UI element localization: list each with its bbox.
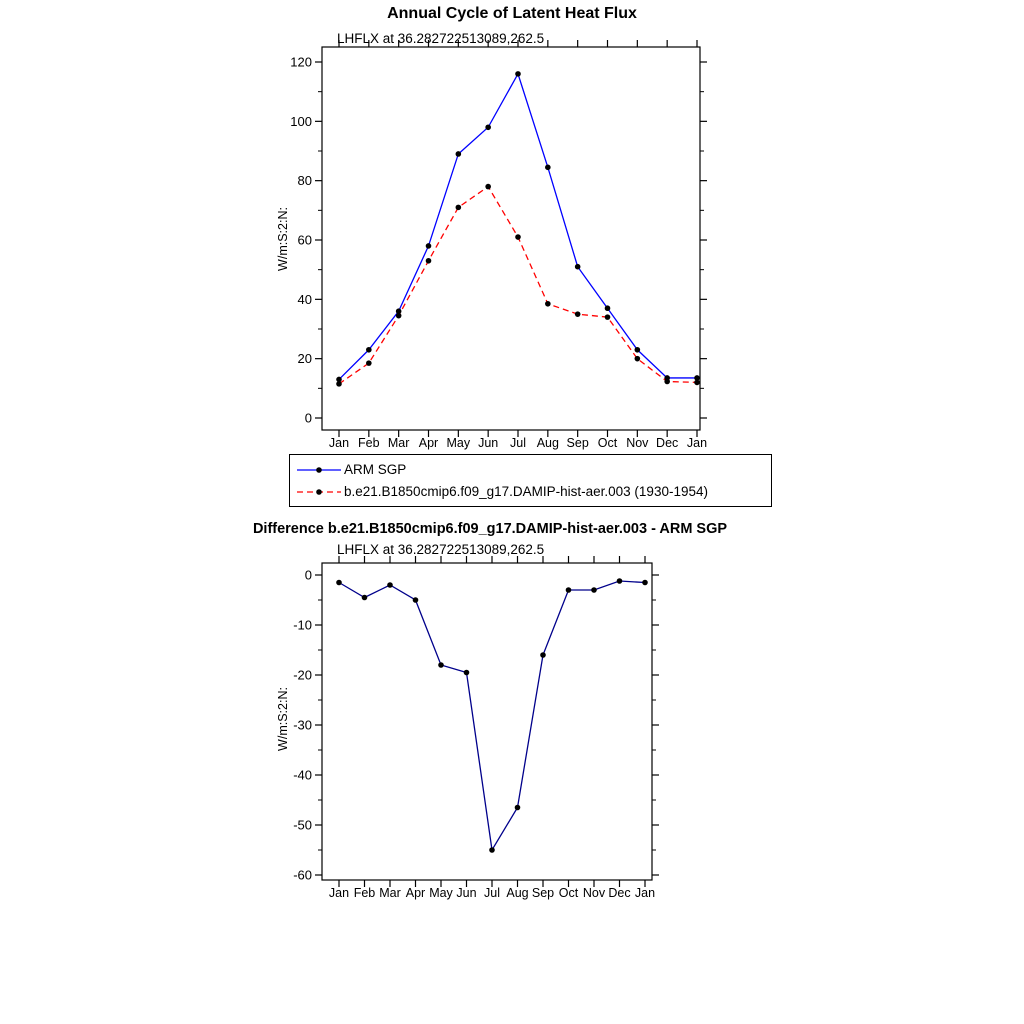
top-chart-title: Annual Cycle of Latent Heat Flux (387, 5, 637, 22)
data-point-marker (664, 379, 670, 385)
x-tick-label: Sep (566, 436, 589, 450)
x-tick-label: Oct (558, 886, 579, 900)
data-point-marker (396, 313, 402, 319)
data-point-marker (605, 314, 611, 320)
data-point-marker (642, 580, 648, 586)
data-point-marker (515, 805, 521, 811)
data-point-marker (336, 580, 342, 586)
data-point-marker (540, 652, 546, 658)
y-tick-label: -30 (293, 717, 312, 733)
x-tick-label: Feb (353, 886, 376, 900)
plot-frame (322, 47, 700, 430)
series-line-0 (339, 581, 645, 850)
y-tick-label: 80 (297, 173, 312, 189)
data-point-marker (366, 347, 372, 353)
data-point-marker (635, 356, 641, 362)
data-point-marker (426, 258, 432, 264)
x-tick-label: Feb (358, 436, 380, 450)
x-tick-label: May (446, 436, 471, 450)
x-tick-label: Jan (634, 886, 656, 900)
x-tick-label: Apr (418, 436, 439, 450)
x-tick-label: Jan (328, 886, 350, 900)
x-tick-label: Dec (608, 886, 631, 900)
legend-sample-dashed-line (296, 485, 342, 499)
legend-sample-solid-line (296, 463, 342, 477)
y-tick-label: 0 (304, 410, 312, 426)
data-point-marker (545, 165, 551, 171)
data-point-marker (566, 587, 572, 593)
bottom-chart-y-axis-label: W/m:S:2:N: (276, 687, 290, 751)
x-tick-label: Jul (484, 886, 500, 900)
data-point-marker (362, 595, 368, 601)
legend-item-model (296, 481, 765, 502)
x-tick-label: Mar (387, 436, 410, 450)
y-tick-label: -40 (293, 767, 312, 783)
data-point-marker (485, 124, 491, 130)
y-tick-label: 0 (304, 567, 312, 583)
y-tick-label: -50 (293, 817, 312, 833)
x-tick-label: Mar (379, 886, 401, 900)
y-tick-label: 60 (297, 232, 312, 248)
bottom-chart-title: Difference b.e21.B1850cmip6.f09_g17.DAMIP-hist-aer.003 - ARM SGP (252, 521, 728, 537)
x-tick-label: Dec (656, 436, 679, 450)
x-tick-label: May (429, 886, 453, 900)
x-tick-label: Aug (506, 886, 529, 900)
data-point-marker (515, 71, 521, 77)
x-tick-label: Apr (405, 886, 426, 900)
y-tick-label: 20 (297, 351, 312, 367)
y-tick-label: 40 (297, 291, 312, 307)
data-point-marker (464, 670, 470, 676)
data-point-marker (635, 347, 641, 353)
x-tick-label: Jun (478, 436, 499, 450)
data-point-marker (456, 151, 462, 157)
x-tick-label: Jan (686, 436, 708, 450)
bottom-chart-subtitle: LHFLX at 36.282722513089,262.5 (337, 542, 545, 557)
data-point-marker (336, 381, 342, 387)
data-point-marker (366, 360, 372, 366)
data-point-marker (694, 380, 700, 386)
legend-label-model: b.e21.B1850cmip6.f09_g17.DAMIP-hist-aer.003 (1930-1954) (344, 484, 708, 499)
y-tick-label: -20 (293, 667, 312, 683)
data-point-marker (456, 205, 462, 211)
data-point-marker (413, 597, 419, 603)
x-tick-label: Jan (328, 436, 350, 450)
data-point-marker (438, 662, 444, 668)
legend-label-obs: ARM SGP (344, 462, 407, 477)
plot-frame (322, 563, 652, 880)
y-tick-label: -10 (293, 617, 312, 633)
data-point-marker (575, 311, 581, 317)
series-line-0 (339, 74, 697, 380)
y-tick-label: 120 (290, 54, 312, 70)
x-tick-label: Aug (536, 436, 559, 450)
x-tick-label: Sep (531, 886, 555, 900)
data-point-marker (605, 305, 611, 311)
data-point-marker (591, 587, 597, 593)
legend-box (289, 454, 772, 507)
series-line-1 (339, 187, 697, 384)
x-tick-label: Nov (582, 886, 606, 900)
data-point-marker (515, 234, 521, 240)
data-point-marker (575, 264, 581, 270)
y-tick-label: 100 (290, 113, 312, 129)
data-point-marker (485, 184, 491, 190)
data-point-marker (489, 847, 495, 853)
top-chart-subtitle: LHFLX at 36.282722513089,262.5 (337, 31, 545, 46)
x-tick-label: Oct (597, 436, 618, 450)
data-point-marker (617, 578, 623, 584)
legend-item-obs (296, 459, 765, 480)
top-chart-y-axis-label: W/m:S:2:N: (276, 207, 290, 271)
x-tick-label: Jul (510, 436, 526, 450)
x-tick-label: Jun (456, 886, 477, 900)
y-tick-label: -60 (293, 867, 312, 883)
x-tick-label: Nov (626, 436, 649, 450)
data-point-marker (426, 243, 432, 249)
data-point-marker (545, 301, 551, 307)
data-point-marker (387, 582, 393, 588)
